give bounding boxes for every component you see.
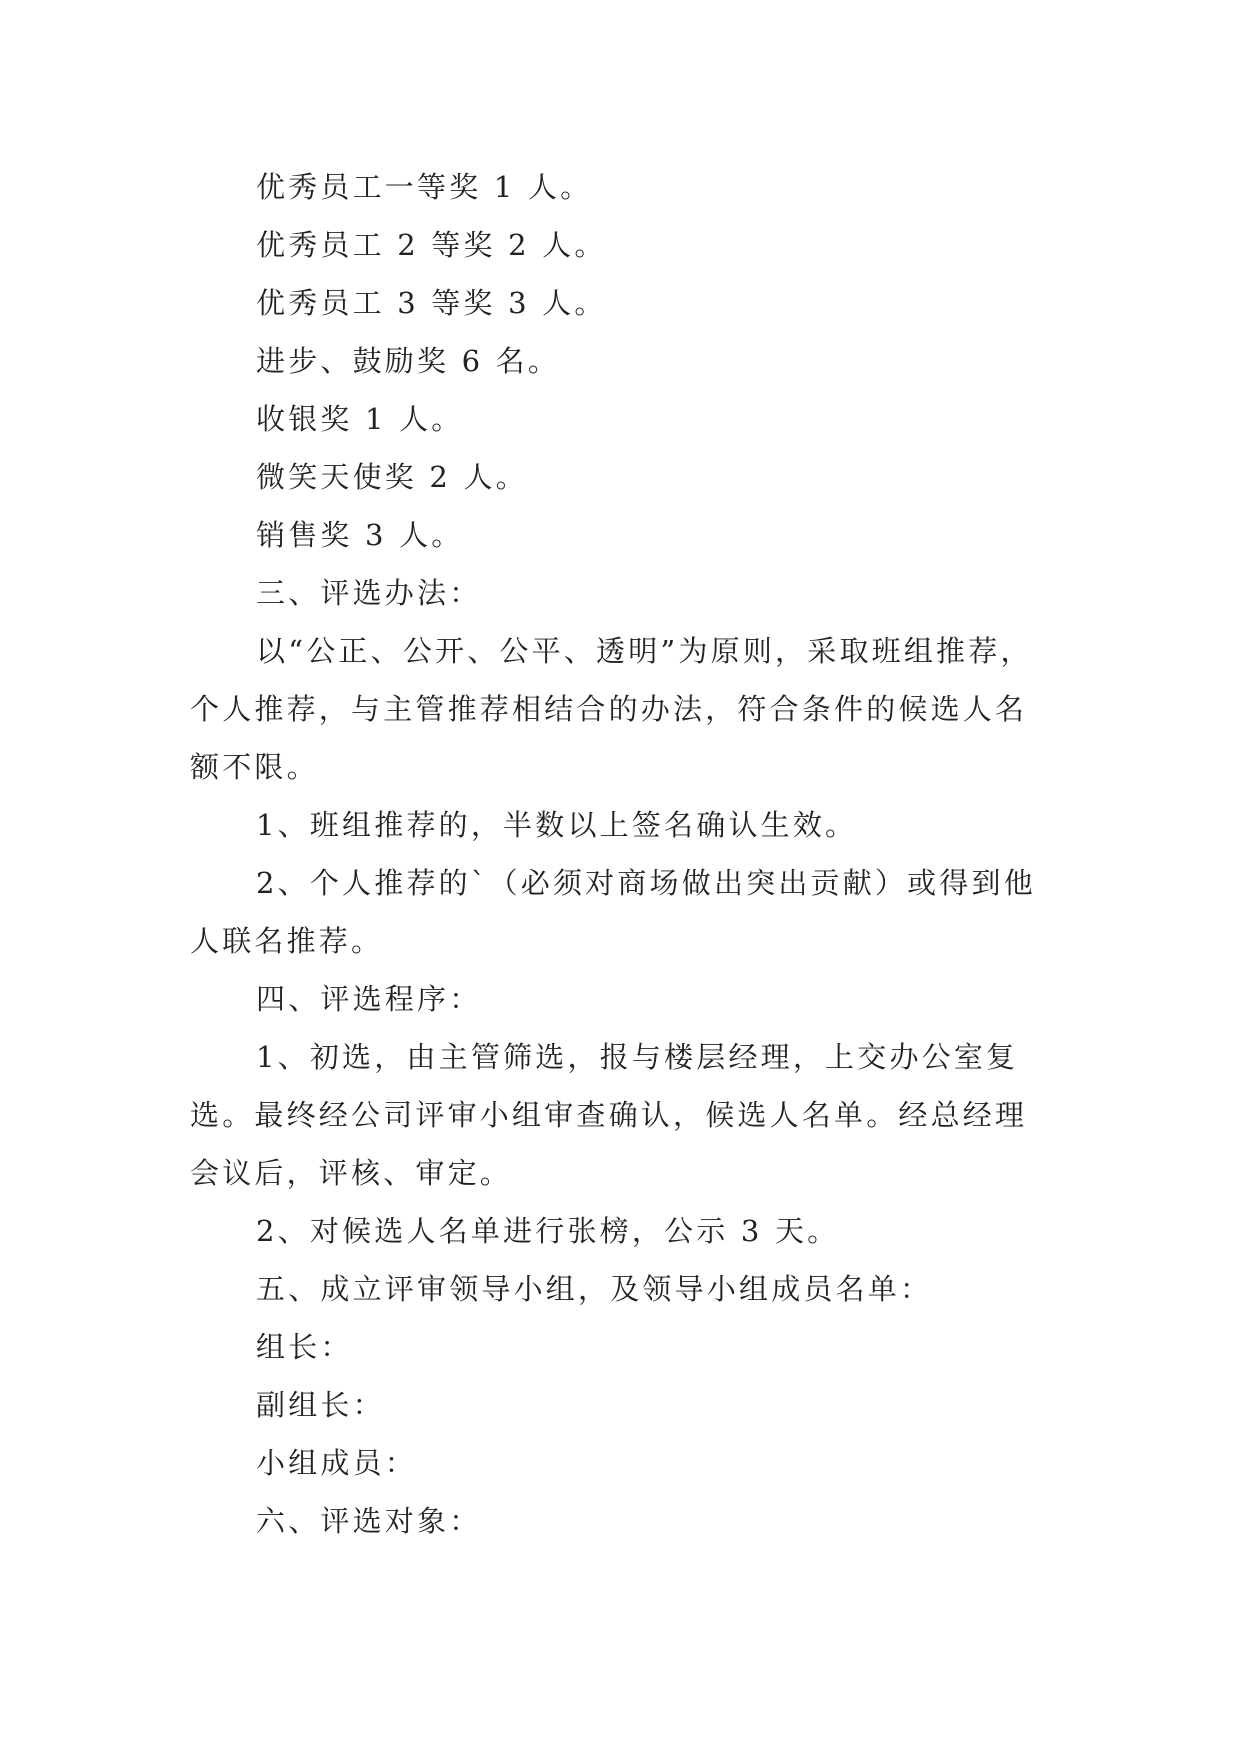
section-heading-candidates: 六、评选对象： <box>256 1504 482 1538</box>
committee-leader: 组长： <box>256 1330 353 1364</box>
award-first-prize: 优秀员工一等奖 1 人。 <box>256 170 593 204</box>
method-personal-recommend: 2、个人推荐的`（必须对商场做出突出贡献）或得到他人联名推荐。 <box>190 866 1036 958</box>
section-heading-committee: 五、成立评审领导小组，及领导小组成员名单： <box>256 1272 933 1306</box>
committee-deputy-leader: 副组长： <box>256 1388 385 1422</box>
award-progress: 进步、鼓励奖 6 名。 <box>256 344 561 378</box>
committee-members: 小组成员： <box>256 1446 418 1480</box>
section-heading-procedure: 四、评选程序： <box>256 982 482 1016</box>
procedure-announcement: 2、对候选人名单进行张榜，公示 3 天。 <box>256 1214 840 1248</box>
procedure-preliminary: 1、初选，由主管筛选，报与楼层经理，上交办公室复选。最终经公司评审小组审查确认，候选人名单。经总经理会议后，评核、审定。 <box>190 1040 1028 1190</box>
award-sales: 销售奖 3 人。 <box>256 518 464 552</box>
award-third-prize: 优秀员工 3 等奖 3 人。 <box>256 286 607 320</box>
award-second-prize: 优秀员工 2 等奖 2 人。 <box>256 228 607 262</box>
method-team-recommend: 1、班组推荐的，半数以上签名确认生效。 <box>256 808 858 842</box>
method-principle: 以“公正、公开、公平、透明”为原则，采取班组推荐，个人推荐，与主管推荐相结合的办法，符合条件的候选人名额不限。 <box>190 634 1033 784</box>
award-smile: 微笑天使奖 2 人。 <box>256 460 528 494</box>
section-heading-method: 三、评选办法： <box>256 576 482 610</box>
award-cashier: 收银奖 1 人。 <box>256 402 464 436</box>
